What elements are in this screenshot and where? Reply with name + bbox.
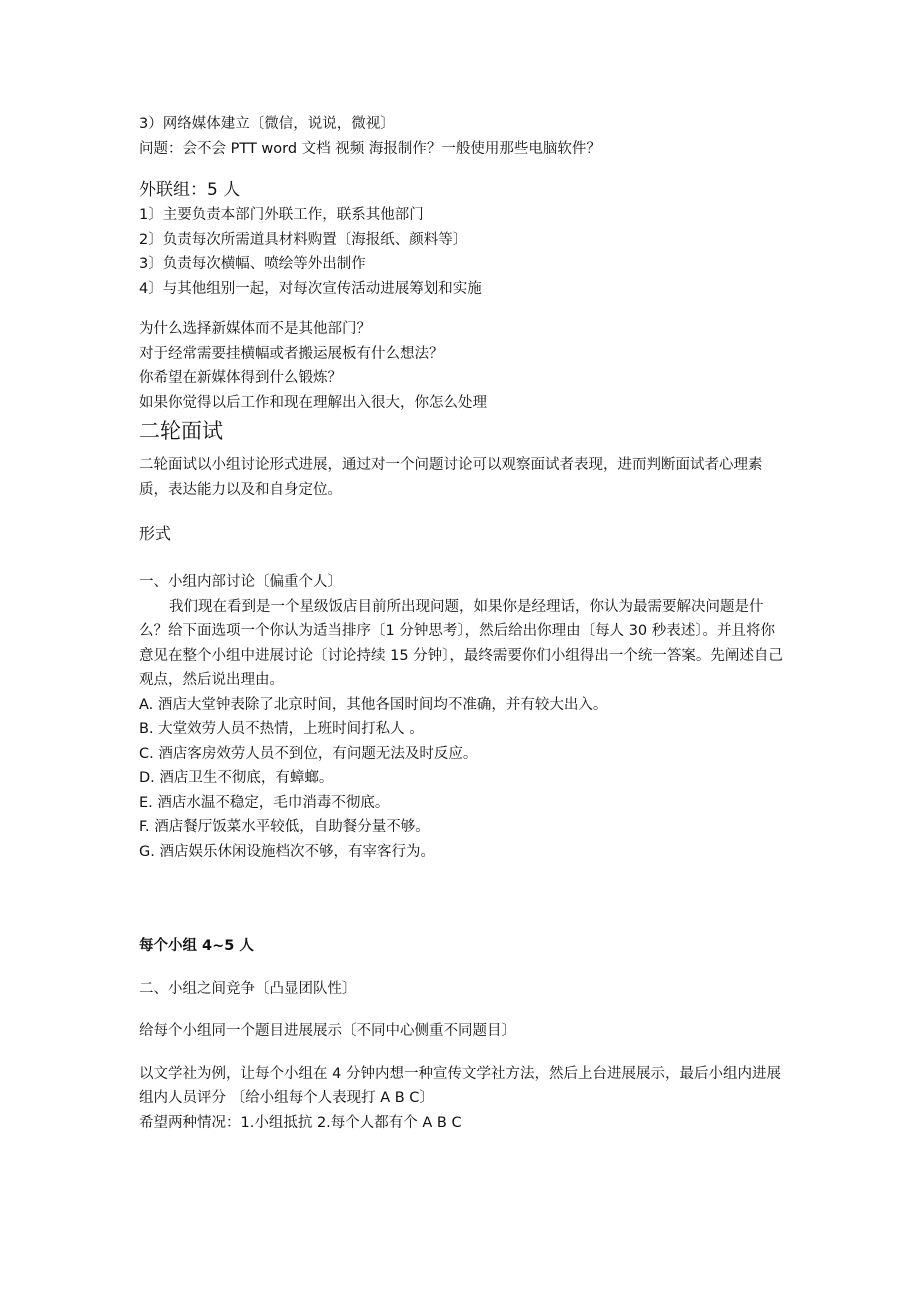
outreach-item-1: 1〕主要负责本部门外联工作，联系其他部门 — [139, 207, 424, 223]
document-page — [139, 112, 789, 1135]
group-size: 每个小组 4~5 人 — [139, 938, 254, 954]
outreach-item-2: 2〕负责每次所需道具材料购置〔海报纸、颜料等〕 — [139, 231, 468, 248]
option-d: D. 酒店卫生不彻底，有蟑螂。 — [139, 770, 334, 786]
option-e: E. 酒店水温不稳定，毛巾消毒不彻底。 — [139, 794, 390, 811]
outreach-item-4: 4〕与其他组别一起，对每次宣传活动进展筹划和实施 — [139, 280, 482, 297]
round2-intro: 二轮面试以小组讨论形式进展，通过对一个问题讨论可以观察面试者表现，进而判断面试者心理素质，表达能力以及和自身定位。 — [139, 457, 763, 498]
part1-title: 一、小组内部讨论〔偏重个人〕 — [139, 574, 342, 590]
question-2: 对于经常需要挂横幅或者搬运展板有什么想法？ — [139, 345, 444, 362]
example-text: 以文学社为例，让每个小组在 4 分钟内想一种宣传文学社方法，然后上台进展展示，最后小组内进展组内人员评分 〔给小组每个人表现打 A B C〕 — [139, 1065, 781, 1106]
question-4: 如果你觉得以后工作和现在理解出入很大，你怎么处理 — [139, 394, 487, 411]
question-software-line: 问题：会不会 PTT word 文档 视频 海报制作？一般使用那些电脑软件？ — [139, 140, 601, 157]
outreach-item-3: 3〕负责每次横幅、喷绘等外出制作 — [139, 256, 366, 272]
part2-text: 给每个小组同一个题目进展展示〔不同中心侧重不同题目〕 — [139, 1023, 516, 1039]
network-media-line: 3）网络媒体建立〔微信，说说，微视〕 — [139, 116, 395, 132]
outreach-title: 外联组：5 人 — [139, 180, 241, 200]
question-1: 为什么选择新媒体而不是其他部门？ — [139, 321, 371, 337]
format-title: 形式 — [139, 524, 172, 543]
option-f: F. 酒店餐厅饭菜水平较低，自助餐分量不够。 — [139, 819, 430, 835]
option-c: C. 酒店客房效劳人员不到位，有问题无法及时反应。 — [139, 745, 478, 762]
round2-title: 二轮面试 — [139, 419, 223, 443]
hope-text: 希望两种情况：1.小组抵抗 2.每个人都有个 A B C — [139, 1114, 462, 1131]
part2-title: 二、小组之间竞争〔凸显团队性〕 — [139, 980, 357, 997]
option-b: B. 大堂效劳人员不热情，上班时间打私人 。 — [139, 721, 424, 737]
part1-text: 我们现在看到是一个星级饭店目前所出现问题，如果你是经理话，你认为最需要解决问题是什么？给下面选项一个你认为适当排序〔1 分钟思考〕，然后给出你理由〔每人 30 秒表述〕。并且将你意见在整个小组中进展讨论〔讨论持续 15 分钟〕，最终需要你们小组得出一个统一答案。先阐述自己观点，然后说出理由。 — [139, 598, 783, 688]
question-3: 你希望在新媒体得到什么锻炼？ — [139, 370, 342, 386]
option-a: A. 酒店大堂钟表除了北京时间，其他各国时间均不准确，并有较大出入。 — [139, 696, 608, 713]
option-g: G. 酒店娱乐休闲设施档次不够，有宰客行为。 — [139, 843, 435, 860]
